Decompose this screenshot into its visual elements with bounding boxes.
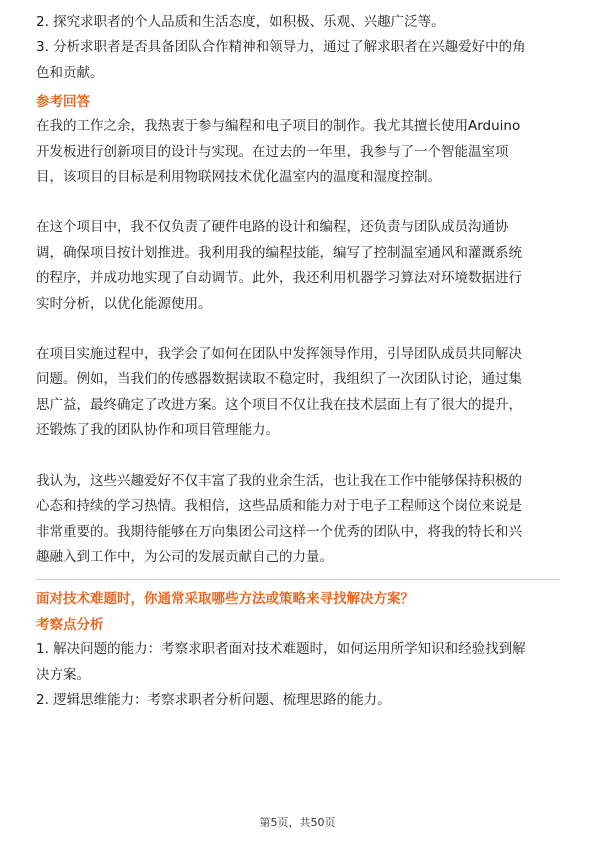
- paragraph-line: 非常重要的。我期待能够在万向集团公司这样一个优秀的团队中，将我的特长和兴: [36, 523, 522, 540]
- intro-point: 3. 分析求职者是否具备团队合作精神和领导力，通过了解求职者在兴趣爱好中的角: [36, 39, 526, 56]
- intro-point: 色和贡献。: [36, 64, 104, 81]
- paragraph-line: 在我的工作之余，我热衷于参与编程和电子项目的制作。我尤其擅长使用Arduino: [36, 118, 521, 135]
- paragraph-line: 实时分析，以优化能源使用。: [36, 295, 212, 312]
- paragraph-line: 心态和持续的学习热情。我相信，这些品质和能力对于电子工程师这个岗位来说是: [36, 498, 522, 515]
- paragraph-line: 我认为，这些兴趣爱好不仅丰富了我的业余生活，也让我在工作中能够保持积极的: [36, 472, 522, 489]
- analysis-point: 决方案。: [36, 666, 90, 683]
- paragraph-line: 还锻炼了我的团队协作和项目管理能力。: [36, 422, 279, 439]
- intro-points: [36, 10, 560, 86]
- paragraph-line: 趣融入到工作中，为公司的发展贡献自己的力量。: [36, 548, 333, 565]
- paragraph-line: 目，该项目的目标是利用物联网技术优化温室内的温度和湿度控制。: [36, 169, 441, 186]
- paragraph-line: 调，确保项目按计划推进。我利用我的编程技能，编写了控制温室通风和灌溉系统: [36, 244, 522, 261]
- paragraph-line: 问题。例如，当我们的传感器数据读取不稳定时，我组织了一次团队讨论，通过集: [36, 371, 522, 388]
- analysis-point: 2. 逻辑思维能力：考察求职者分析问题、梳理思路的能力。: [36, 692, 391, 709]
- answer-paragraph: [36, 114, 560, 190]
- analysis-heading: 考察点分析: [36, 617, 104, 634]
- answer-heading: 参考回答: [36, 94, 90, 111]
- page-footer: 第5页，共50页: [259, 816, 336, 829]
- paragraph-line: 的程序，并成功地实现了自动调节。此外，我还利用机器学习算法对环境数据进行: [36, 270, 522, 287]
- analysis-point: 1. 解决问题的能力：考察求职者面对技术难题时，如何运用所学知识和经验找到解: [36, 641, 526, 658]
- intro-point: 2. 探究求职者的个人品质和生活态度，如积极、乐观、兴趣广泛等。: [36, 14, 445, 30]
- paragraph-line: 开发板进行创新项目的设计与实现。在过去的一年里，我参与了一个智能温室项: [36, 143, 509, 160]
- page-content: [36, 10, 560, 714]
- paragraph-line: 在这个项目中，我不仅负责了硬件电路的设计和编程，还负责与团队成员沟通协: [36, 219, 509, 236]
- answer-paragraph: [36, 215, 560, 317]
- analysis-points: [36, 637, 560, 713]
- paragraph-line: 在项目实施过程中，我学会了如何在团队中发挥领导作用，引导团队成员共同解决: [36, 346, 522, 363]
- section-divider: [36, 579, 560, 580]
- paragraph-line: 思广益，最终确定了改进方案。这个项目不仅让我在技术层面上有了很大的提升，: [36, 396, 522, 413]
- question-title: 面对技术难题时，你通常采取哪些方法或策略来寻找解决方案？: [36, 591, 414, 608]
- answer-paragraph: [36, 469, 560, 571]
- answer-paragraph: [36, 342, 560, 444]
